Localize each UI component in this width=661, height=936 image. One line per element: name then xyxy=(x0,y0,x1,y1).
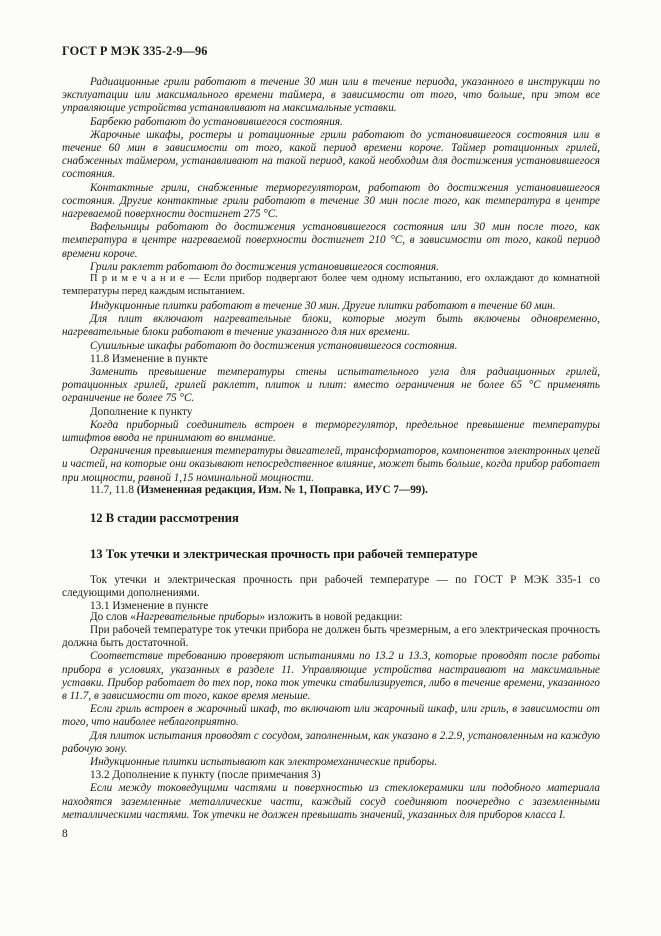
paragraph: Грили раклетт работают до достижения установившегося состояния. xyxy=(90,260,439,273)
paragraph: Для плиток испытания проводят с сосудом, заполненным, как указано в 2.2.9, установленным на каждую рабочую зону. xyxy=(62,729,600,755)
heading-section-12: 12 В стадии рассмотрения xyxy=(90,511,239,525)
section-11-7-text xyxy=(62,76,600,274)
paragraph: Радиационные грили работают в течение 30 мин или в течение периода, указанного в инструкции по эксплуатации или максимального времени таймера, в зависимости от того, что больше, при этом все управляющие устройства устанавливают на максимальные уставки. xyxy=(62,76,600,115)
paragraph: Если между токоведущими частями и поверхностью из стеклокерамики или подобного материала находятся заземленные металлические части, каждый сосуд соединяют поочередно с заземленными металлическими частями. Ток утечки не должен превышать значений, указанных для приборов класса I. xyxy=(62,782,600,821)
paragraph: При рабочей температуре ток утечки прибора не должен быть чрезмерным, а его электрическая прочность должна быть достаточной. xyxy=(62,624,600,650)
paragraph: Сушильные шкафы работают до достижения установившегося состояния. xyxy=(90,339,458,352)
paragraph: Контактные грили, снабженные терморегулятором, работают до достижения установившегося состояния. Другие контактные грили работают в течение 30 мин после того, как температура в центре нагреваемой поверхности достигнет 275 °С. xyxy=(62,181,600,221)
section-11-8-text xyxy=(62,300,600,485)
paragraph: Когда приборный соединитель встроен в терморегулятор, предельное превышение температуры штифтов ввода не принимают во внимание. xyxy=(62,418,600,445)
paragraph: Индукционные плитки испытывают как электромеханические приборы. xyxy=(90,756,438,769)
paragraph: Для плит включают нагревательные блоки, которые могут быть включены одновременно, нагревательные блоки работают в течение указанного для них времени. xyxy=(62,313,600,339)
paragraph: Ток утечки и электрическая прочность при рабочей температуре — по ГОСТ Р МЭК 335-1 со следующими дополнениями. xyxy=(62,574,600,600)
document-header: ГОСТ Р МЭК 335-2-9—96 xyxy=(62,44,208,58)
paragraph: Если гриль встроен в жарочный шкаф, то включают или жарочный шкаф, или гриль, в зависимости от того, что наиболее неблагоприятно. xyxy=(62,703,600,729)
paragraph: Индукционные плитки работают в течение 30 мин. Другие плитки работают в течение 60 мин. xyxy=(90,300,556,312)
paragraph: Дополнение к пункту xyxy=(90,405,193,418)
paragraph: 11.8 Изменение в пункте xyxy=(90,352,208,365)
page-number: 8 xyxy=(62,828,68,840)
paragraph: Ограничения превышения температуры двигателей, трансформаторов, компонентов электронных цепей и частей, на которые они оказывают непосредственное влияние, может быть больше, когда прибор работает при мощности, равной 1,15 номинальной мощности. xyxy=(62,445,600,484)
paragraph: 13.1 Изменение в пункте xyxy=(90,600,209,613)
heading-section-13: 13 Ток утечки и электрическая прочность при рабочей температуре xyxy=(90,547,478,561)
amendment-text: 11.7, 11.8 (Измененная редакция, Изм. № 1, Поправка, ИУС 7—99). xyxy=(90,484,428,496)
section-13-intro xyxy=(62,574,600,614)
amendment-line xyxy=(62,484,600,497)
paragraph: Барбекю работают до установившегося состояния. xyxy=(90,115,343,128)
note xyxy=(62,272,600,298)
from-words-line: До слов «Нагревательные приборы» изложить в новой редакции: xyxy=(90,611,403,623)
paragraph: 13.2 Дополнение к пункту (после примечания 3) xyxy=(90,769,321,782)
paragraph: Вафельницы работают до достижения установившегося состояния или 30 мин после того, как температура в центре нагреваемой поверхности достигнет 210 °С, в зависимости от того, какой период времени короче. xyxy=(62,221,600,260)
document-page xyxy=(62,0,600,936)
note-text: П р и м е ч а н и е — Если прибор подвергают более чем одному испытанию, его охлаждают до комнатной температуры перед каждым испытанием. xyxy=(62,273,600,298)
paragraph: Жарочные шкафы, ростеры и ротационные грили работают до установившегося состояния или в течение 60 мин в зависимости от того, какой период времени короче. Таймер ротационных грилей, снабженных таймером, устанавливают на такой период, какой необходим для достижения установившегося состояния. xyxy=(62,128,600,181)
paragraph: Заменить превышение температуры стены испытательного угла для радиационных грилей, ротационных грилей, грилей раклетт, плиток и плит: вместо ограничения не более 65 °С применять ограничение не более 75 °С. xyxy=(62,366,600,405)
section-13-text xyxy=(62,624,600,822)
paragraph: Соответствие требованию проверяют испытаниями по 13.2 и 13.3, которые проводят после работы прибора в условиях, указанных в разделе 11. Управляющие устройства настраивают на максимальные уставки. Прибор работает до тех пор, пока ток утечки стабилизируется, либо в течение времени, указанного в 11.7, в зависимости от того, какое время меньше. xyxy=(62,650,600,703)
